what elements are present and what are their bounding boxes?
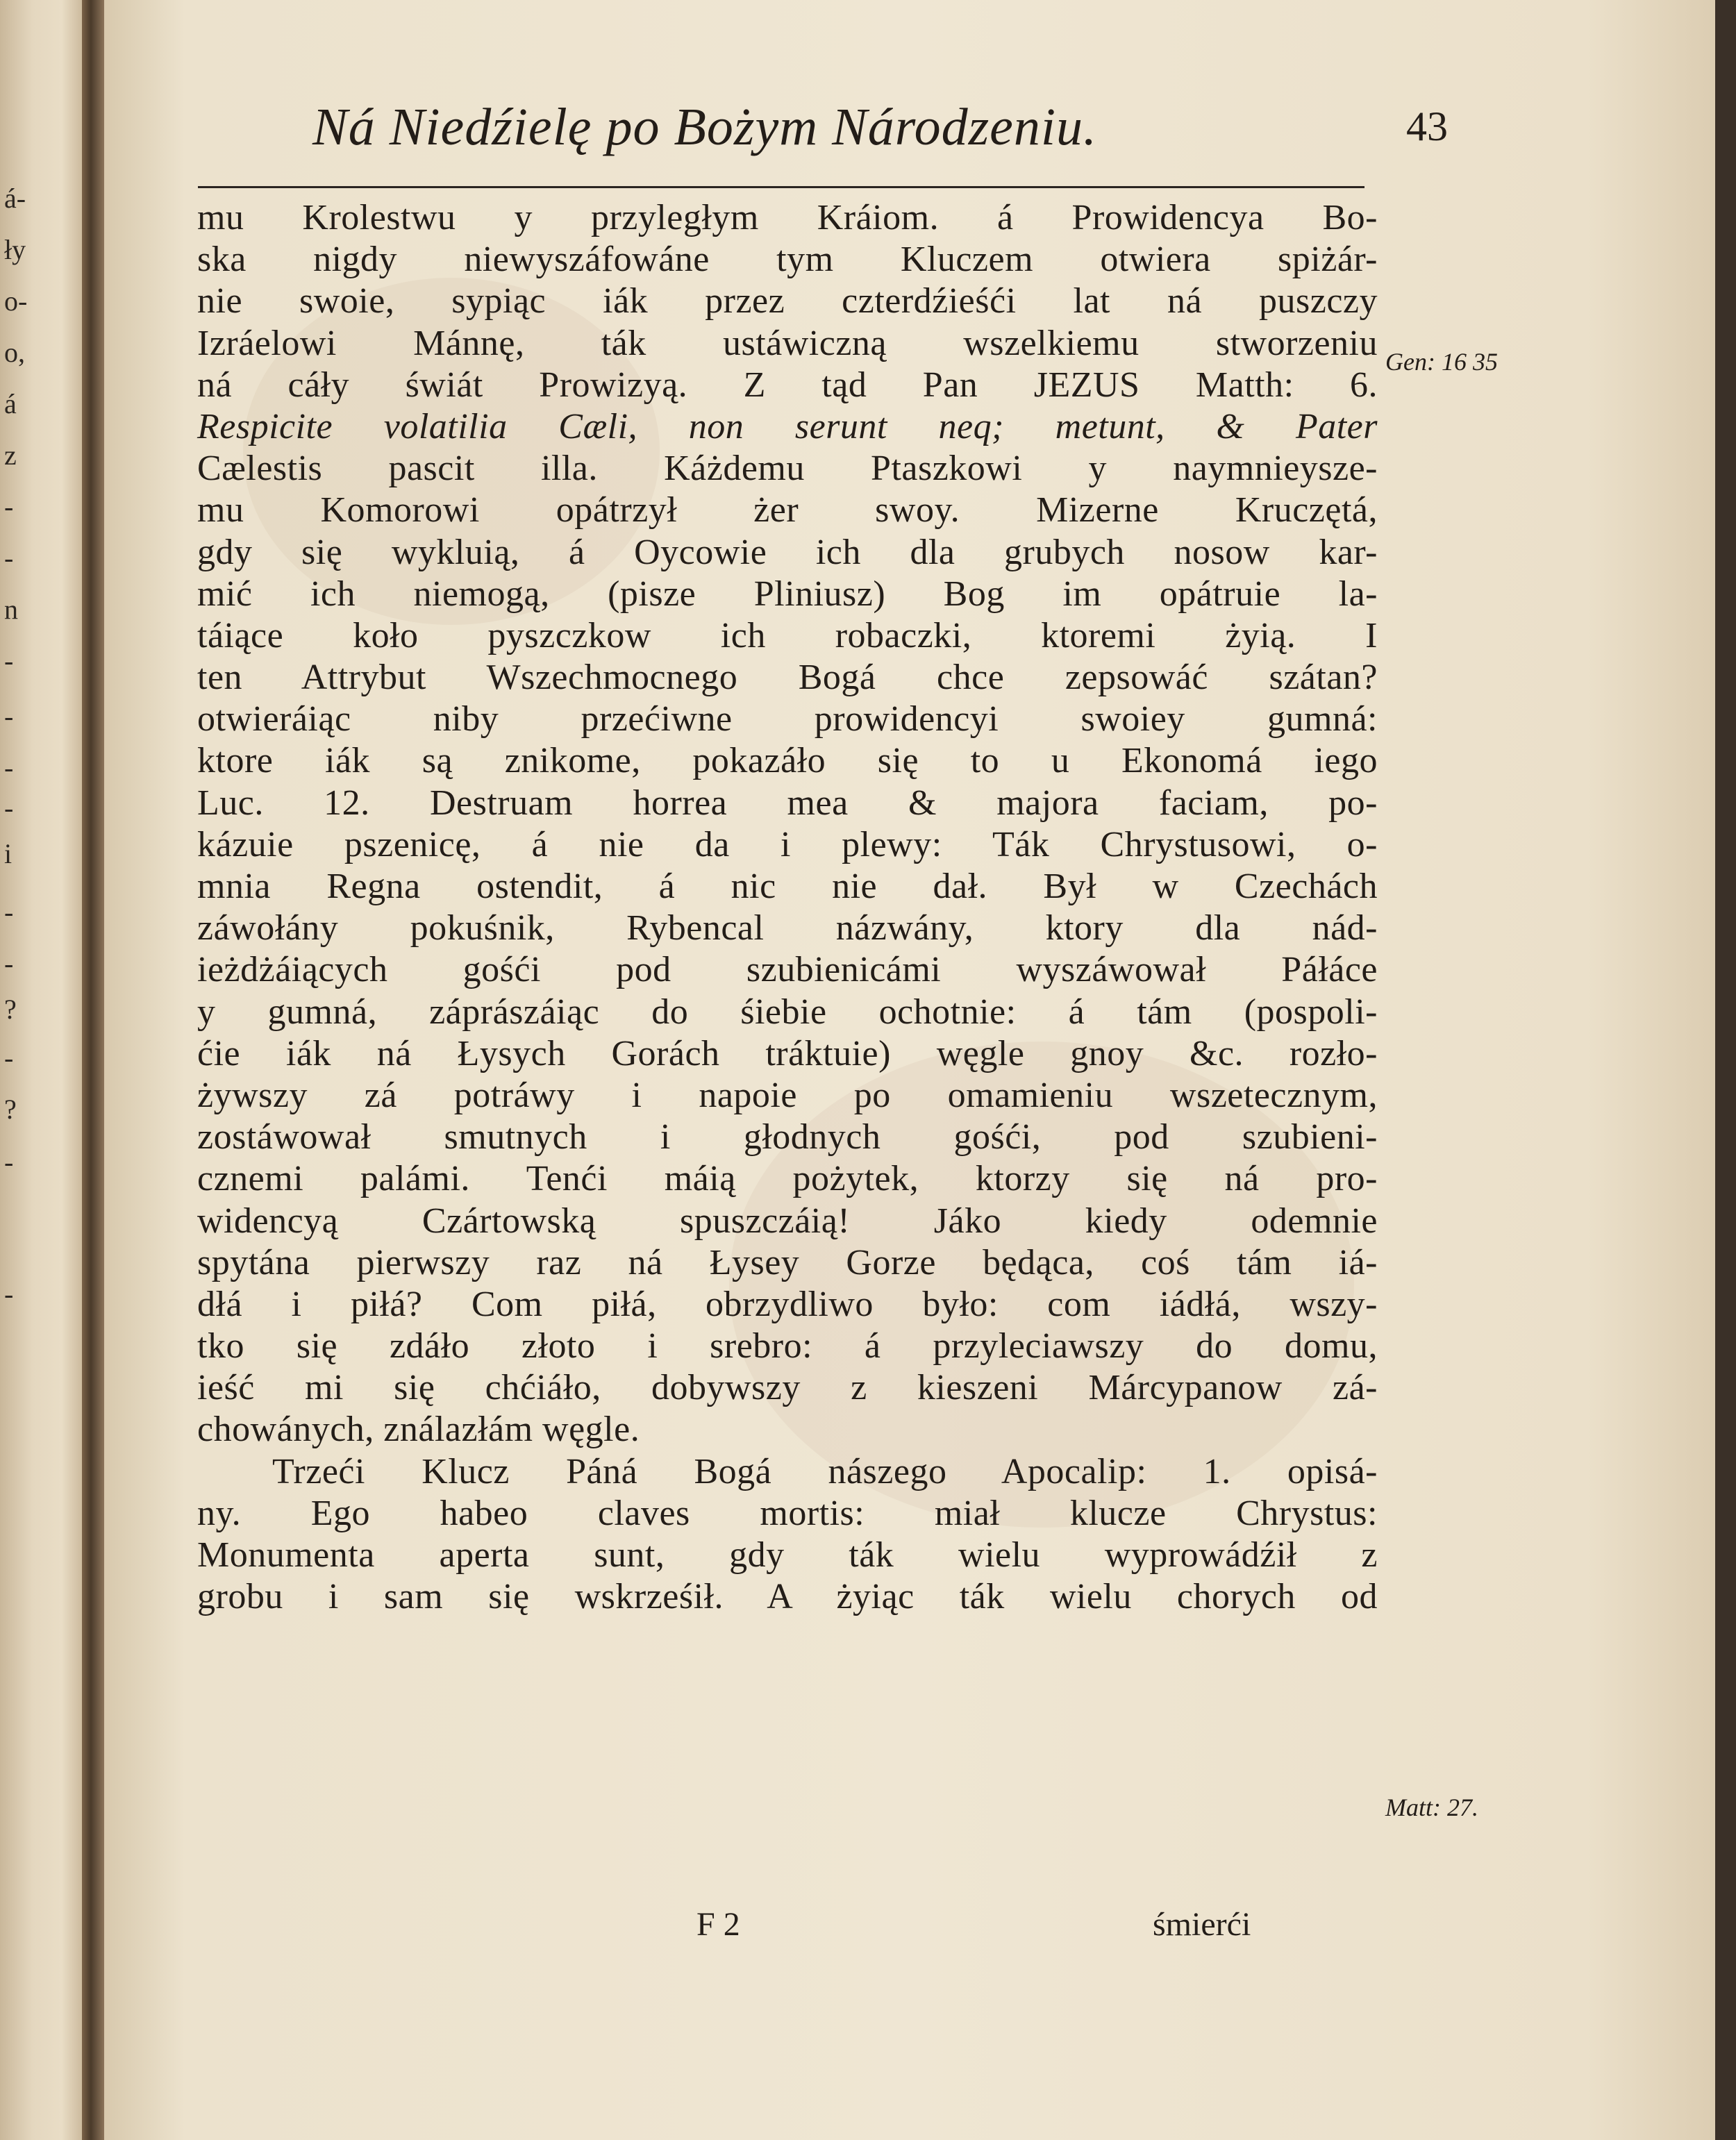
- left-page-fragment: á-: [4, 183, 26, 214]
- left-page-fragment: n: [4, 594, 18, 625]
- left-page-fragment: ?: [4, 1094, 17, 1125]
- text-line: Luc. 12. Destruam horrea mea & majora faciam, po-: [197, 783, 1378, 823]
- body-text: [197, 197, 1378, 1618]
- left-page-fragment: -: [4, 491, 14, 522]
- text-line: ktore iák są znikome, pokazáło się to u Ekonomá iego: [197, 741, 1378, 781]
- text-line: grobu i sam się wskrześił. A żyiąc ták wielu chorych od: [197, 1577, 1378, 1617]
- text-line: chowánych, ználazłám węgle.: [197, 1410, 640, 1450]
- text-line: Trzeći Klucz Páná Bogá nászego Apocalip: 1. opisá-: [272, 1451, 1378, 1491]
- left-page-fragment: i: [4, 838, 12, 869]
- text-line: táiące koło pyszczkow ich robaczki, ktoremi żyią. I: [197, 615, 1378, 655]
- left-page-fragment: z: [4, 440, 17, 471]
- left-page-fragment: á: [4, 388, 17, 419]
- text-line: ćie iák ná Łysych Gorách tráktuie) węgle gnoy &c. rozło-: [197, 1033, 1378, 1073]
- text-line: cznemi palámi. Tenći máią pożytek, ktorzy się ná pro-: [197, 1159, 1378, 1199]
- running-head: Ná Niedźielę po Bożym Národzeniu.: [312, 98, 1097, 156]
- text-line: ten Attrybut Wszechmocnego Bogá chce zepsowáć szátan?: [197, 658, 1378, 698]
- text-line: mić ich niemogą, (pisze Pliniusz) Bog im opátruie la-: [197, 574, 1378, 614]
- left-page-fragment: -: [4, 792, 14, 824]
- left-page-fragment: -: [4, 1146, 14, 1178]
- text-line: ieść mi się chćiáło, dobywszy z kieszeni Márcypanow zá-: [197, 1368, 1378, 1408]
- text-line: Respicite volatilia Cæli, non serunt neq; metunt, & Pater: [197, 406, 1378, 446]
- left-page-fragment: -: [4, 542, 14, 574]
- left-page-fragment: -: [4, 1042, 14, 1073]
- text-line: Cælestis pascit illa. Káżdemu Ptaszkowi y naymnieysze-: [197, 449, 1378, 489]
- page-number: 43: [1406, 103, 1448, 149]
- text-line: Izráelowi Mánnę, ták ustáwiczną wszelkiemu stworzeniu: [197, 323, 1378, 363]
- text-line: ieżdżáiących gośći pod szubienicámi wyszáwował Páłáce: [197, 950, 1378, 990]
- text-line: otwieráiąc niby przećiwne prowidencyi swoiey gumná:: [197, 699, 1378, 739]
- text-line: nie swoie, sypiąc iák przez czterdźieśći lat ná puszczy: [197, 281, 1378, 321]
- left-page-fragment: -: [4, 701, 14, 732]
- book-gutter: [82, 0, 104, 2140]
- left-page-fragment: -: [4, 645, 14, 676]
- text-line: ska nigdy niewyszáfowáne tym Kluczem otwiera spiżár-: [197, 240, 1378, 280]
- text-line: mu Komorowi opátrzył żer swoy. Mizerne Kruczętá,: [197, 490, 1378, 530]
- left-page-fragment: -: [4, 752, 14, 783]
- left-page-fragment: ?: [4, 994, 17, 1025]
- text-line: mu Krolestwu y przyległym Kráiom. á Prowidencya Bo-: [197, 198, 1378, 237]
- margin-note: Matt: 27.: [1385, 1794, 1478, 1821]
- left-page-fragment: ły: [4, 234, 26, 265]
- text-line: widencyą Czártowską spuszczáią! Jáko kiedy odemnie: [197, 1201, 1378, 1241]
- left-page-fragment: o-: [4, 285, 28, 317]
- text-line: gdy się wykluią, á Oycowie ich dla grubych nosow kar-: [197, 532, 1378, 572]
- left-page-fragment: o,: [4, 337, 25, 368]
- left-page-fragment: -: [4, 1278, 14, 1310]
- text-line: dłá i piłá? Com piłá, obrzydliwo było: com iádłá, wszy-: [197, 1284, 1378, 1324]
- text-line: spytána pierwszy raz ná Łysey Gorze będąca, coś tám iá-: [197, 1242, 1378, 1282]
- text-line: y gumná, záprászáiąc do śiebie ochotnie: á tám (pospoli-: [197, 992, 1378, 1032]
- text-line: záwołány pokuśnik, Rybencal názwány, ktory dla nád-: [197, 908, 1378, 948]
- left-facing-page-edge: [0, 0, 82, 2140]
- text-line: ny. Ego habeo claves mortis: miał klucze Chrystus:: [197, 1493, 1378, 1533]
- left-page-fragment: -: [4, 948, 14, 979]
- page-edge-shadow: [1715, 0, 1736, 2140]
- text-line: zostáwował smutnych i głodnych gośći, pod szubieni-: [197, 1117, 1378, 1157]
- text-line: Monumenta aperta sunt, gdy ták wielu wyprowádźił z: [197, 1535, 1378, 1575]
- catchword: śmierći: [1153, 1906, 1251, 1943]
- text-line: tko się zdáło złoto i srebro: á przyleciawszy do domu,: [197, 1326, 1378, 1366]
- text-line: żywszy zá potráwy i napoie po omamieniu wszetecznym,: [197, 1075, 1378, 1115]
- text-line: kázuie pszenicę, á nie da i plewy: Ták Chrystusowi, o-: [197, 824, 1378, 864]
- header-rule: [198, 186, 1364, 188]
- signature-mark: F 2: [696, 1906, 740, 1943]
- text-line: mnia Regna ostendit, á nic nie dał. Był w Czechách: [197, 867, 1378, 906]
- margin-note: Gen: 16 35: [1385, 348, 1498, 376]
- left-page-fragment: -: [4, 896, 14, 928]
- text-line: ná cáły świát Prowizyą. Z tąd Pan JEZUS Matth: 6.: [197, 365, 1378, 405]
